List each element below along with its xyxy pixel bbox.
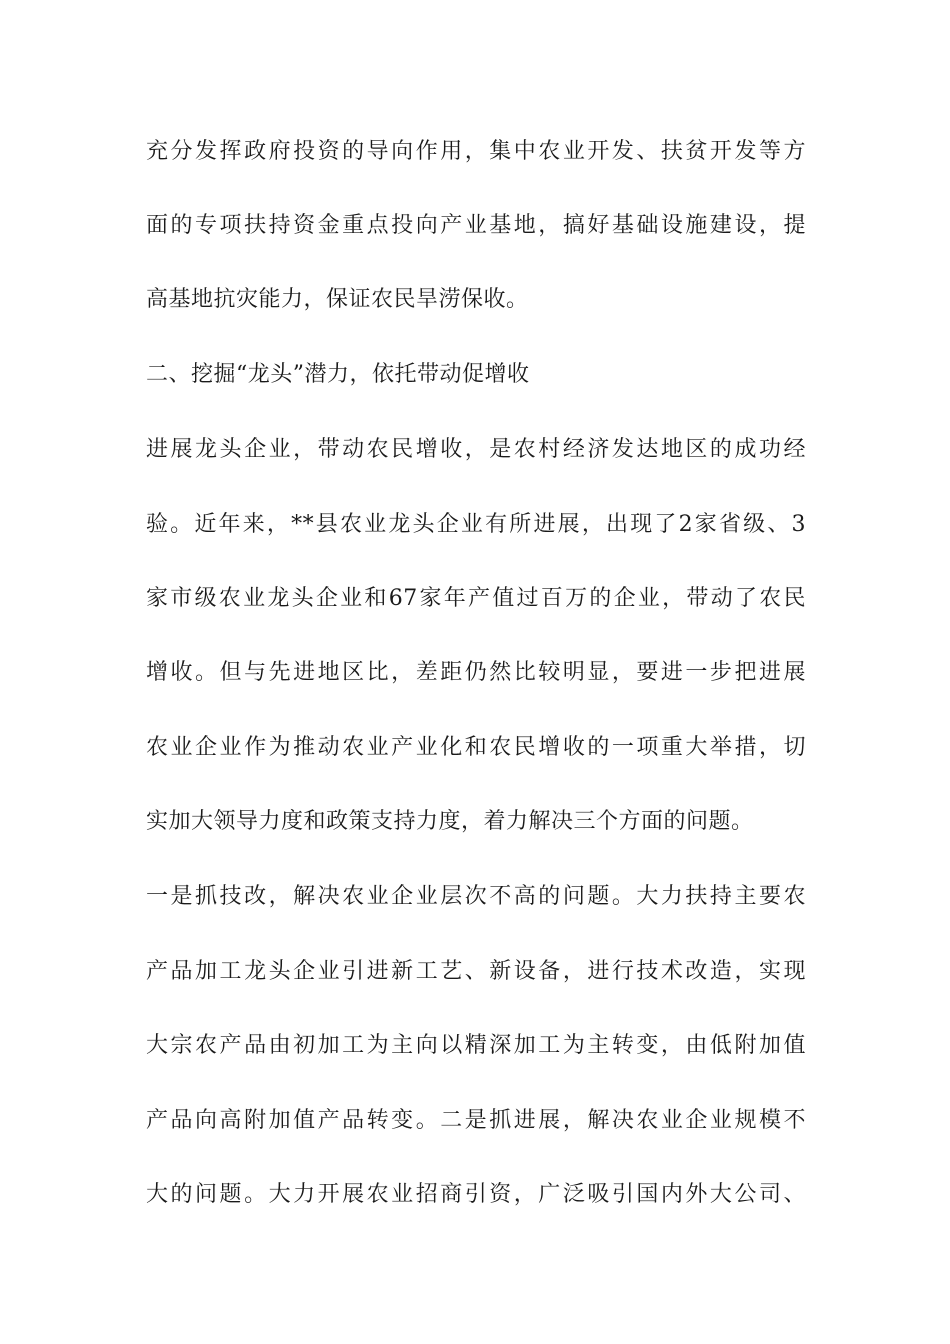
text-line: 产品加工龙头企业引进新工艺、新设备，进行技术改造，实现	[146, 959, 806, 984]
text-line: 大的问题。大力开展农业招商引资，广泛吸引国内外大公司、	[146, 1182, 806, 1207]
text-line: 充分发挥政府投资的导向作用，集中农业开发、扶贫开发等方	[146, 139, 806, 164]
text-line: 高基地抗灾能力，保证农民旱涝保收。	[146, 287, 529, 312]
section-heading: 二、挖掘“龙头”潜力，依托带动促增收	[146, 362, 530, 387]
text-line: 家市级农业龙头企业和67家年产值过百万的企业，带动了农民	[146, 586, 806, 611]
text-line: 一是抓技改，解决农业企业层次不高的问题。大力扶持主要农	[146, 884, 806, 909]
text-line: 进展龙头企业，带动农民增收，是农村经济发达地区的成功经	[146, 437, 806, 462]
text-line: 面的专项扶持资金重点投向产业基地，搞好基础设施建设，提	[146, 213, 806, 238]
text-line: 增收。但与先进地区比，差距仍然比较明显，要进一步把进展	[146, 660, 806, 685]
text-line: 农业企业作为推动农业产业化和农民增收的一项重大举措，切	[146, 735, 806, 760]
text-line: 验。近年来，**县农业龙头企业有所进展，出现了2家省级、3	[146, 512, 806, 537]
text-line: 产品向高附加值产品转变。二是抓进展，解决农业企业规模不	[146, 1108, 806, 1133]
text-line: 大宗农产品由初加工为主向以精深加工为主转变，由低附加值	[146, 1033, 806, 1058]
text-line: 实加大领导力度和政策支持力度，着力解决三个方面的问题。	[146, 809, 754, 834]
